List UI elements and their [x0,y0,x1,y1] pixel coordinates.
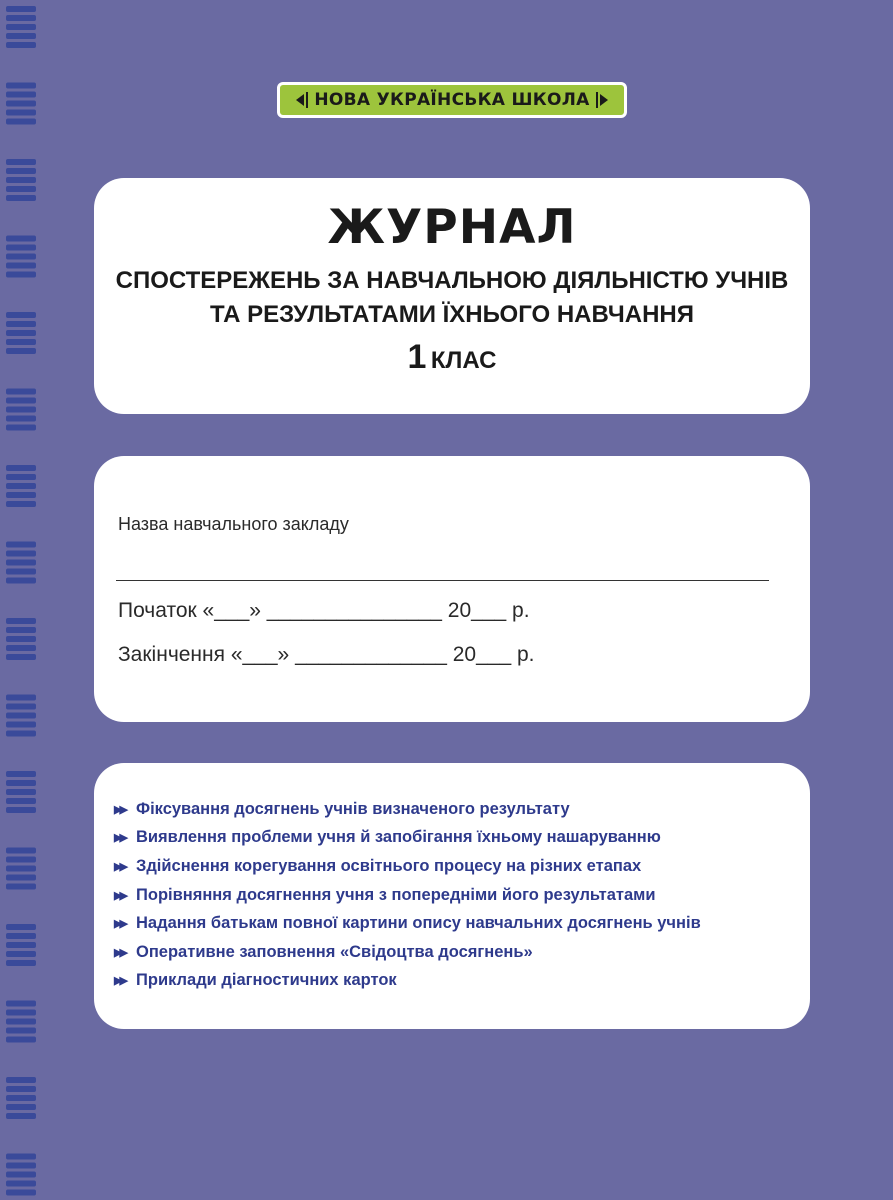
feature-item: ▶▶ Надання батькам повної картини опису навчальних досягнень учнів [114,914,701,933]
spiral-ring [6,1001,36,1043]
spiral-bar [6,398,36,404]
spiral-bar [6,1113,36,1119]
spiral-bar [6,560,36,566]
features-list [114,795,701,995]
spiral-bar [6,578,36,584]
spiral-bar [6,168,36,174]
spiral-bar [6,884,36,890]
spiral-bar [6,6,36,12]
spiral-bar [6,159,36,165]
double-arrow-icon: ▶▶ [114,889,125,902]
spiral-bar [6,483,36,489]
grade-label [94,338,810,377]
spiral-bar [6,321,36,327]
feature-item: ▶▶ Оперативне заповнення «Свідоцтва досягнень» [114,942,533,961]
title-panel [94,178,810,414]
grade-number: 1 [407,338,427,376]
spiral-bar [6,348,36,354]
end-date-line: Закінчення «___» _____________ 20___ р. [118,643,535,666]
spiral-bar [6,501,36,507]
spiral-bar [6,798,36,804]
spiral-bar [6,186,36,192]
spiral-bar [6,263,36,269]
spiral-bar [6,695,36,701]
features-panel [94,763,810,1029]
school-name-label: Назва навчального закладу [118,514,349,534]
feature-item: ▶▶ Виявлення проблеми учня й запобігання їхньому нашаруванню [114,828,661,847]
feature-item: ▶▶ Здійснення корегування освітнього процесу на різних етапах [114,856,642,875]
spiral-bar [6,1154,36,1160]
spiral-bar [6,866,36,872]
double-arrow-icon: ▶▶ [114,860,125,873]
triangle-right-icon [600,94,608,106]
feature-item: ▶▶ Фіксування досягнень учнів визначеного результату [114,799,570,818]
spiral-bar [6,875,36,881]
double-arrow-icon: ▶▶ [114,803,125,816]
spiral-bar [6,1010,36,1016]
spiral-bar [6,1095,36,1101]
bar-left-icon [306,92,308,108]
spiral-bar [6,713,36,719]
spiral-bar [6,1037,36,1043]
spiral-bar [6,312,36,318]
spiral-bar [6,1104,36,1110]
double-arrow-icon: ▶▶ [114,832,125,845]
spiral-bar [6,924,36,930]
double-arrow-icon: ▶▶ [114,946,125,959]
spiral-bar [6,933,36,939]
spiral-bar [6,15,36,21]
spiral-bar [6,83,36,89]
spiral-ring [6,924,36,966]
spiral-bar [6,731,36,737]
spiral-bar [6,24,36,30]
spiral-bar [6,1019,36,1025]
spiral-bar [6,407,36,413]
spiral-bar [6,92,36,98]
spiral-bar [6,1163,36,1169]
spiral-bar [6,627,36,633]
school-info-panel [94,456,810,722]
spiral-ring [6,1077,36,1119]
spiral-bar [6,960,36,966]
feature-item: ▶▶ Приклади діагностичних карток [114,971,397,990]
spiral-bar [6,942,36,948]
spiral-bar [6,389,36,395]
spiral-ring [6,1154,36,1196]
spiral-bar [6,1077,36,1083]
spiral-bar [6,1001,36,1007]
spiral-ring [6,848,36,890]
spiral-bar [6,1190,36,1196]
spiral-ring [6,236,36,278]
spiral-bar [6,1028,36,1034]
double-arrow-icon: ▶▶ [114,918,125,931]
spiral-binding [0,0,48,1200]
spiral-bar [6,33,36,39]
spiral-bar [6,254,36,260]
spiral-bar [6,636,36,642]
grade-word: КЛАС [430,347,497,374]
spiral-bar [6,551,36,557]
spiral-bar [6,195,36,201]
spiral-bar [6,1086,36,1092]
spiral-bar [6,704,36,710]
journal-subtitle [94,264,810,332]
spiral-bar [6,339,36,345]
journal-title: ЖУРНАЛ [327,200,577,255]
spiral-bar [6,780,36,786]
spiral-bar [6,1181,36,1187]
spiral-bar [6,569,36,575]
spiral-bar [6,474,36,480]
spiral-bar [6,119,36,125]
spiral-ring [6,389,36,431]
spiral-ring [6,542,36,584]
spiral-bar [6,722,36,728]
spiral-bar [6,492,36,498]
spiral-bar [6,618,36,624]
spiral-bar [6,42,36,48]
double-arrow-icon: ▶▶ [114,975,125,988]
spiral-bar [6,848,36,854]
spiral-bar [6,416,36,422]
spiral-bar [6,245,36,251]
spiral-bar [6,807,36,813]
spiral-bar [6,101,36,107]
spiral-bar [6,542,36,548]
spiral-ring [6,159,36,201]
spiral-ring [6,6,36,48]
spiral-bar [6,177,36,183]
spiral-bar [6,425,36,431]
school-name-line [116,580,769,581]
spiral-bar [6,465,36,471]
spiral-ring [6,465,36,507]
spiral-bar [6,1172,36,1178]
spiral-ring [6,83,36,125]
spiral-bar [6,236,36,242]
bar-right-icon [596,92,598,108]
spiral-ring [6,771,36,813]
spiral-bar [6,645,36,651]
spiral-ring [6,312,36,354]
spiral-bar [6,951,36,957]
spiral-ring [6,618,36,660]
spiral-bar [6,654,36,660]
start-date-line: Початок «___» _______________ 20___ р. [118,599,530,622]
spiral-bar [6,110,36,116]
spiral-bar [6,272,36,278]
spiral-bar [6,857,36,863]
subtitle-line-1: СПОСТЕРЕЖЕНЬ ЗА НАВЧАЛЬНОЮ ДІЯЛЬНІСТЮ УЧНІВ [115,267,789,294]
spiral-ring [6,695,36,737]
triangle-left-icon [296,94,304,106]
spiral-bar [6,330,36,336]
feature-item: ▶▶ Порівняння досягнення учня з попередніми його результатами [114,885,656,904]
subtitle-line-2: ТА РЕЗУЛЬТАТАМИ ЇХНЬОГО НАВЧАННЯ [209,301,695,328]
spiral-bar [6,771,36,777]
badge-text: НОВА УКРАЇНСЬКА ШКОЛА [314,90,590,110]
spiral-bar [6,789,36,795]
nus-badge [277,82,627,118]
